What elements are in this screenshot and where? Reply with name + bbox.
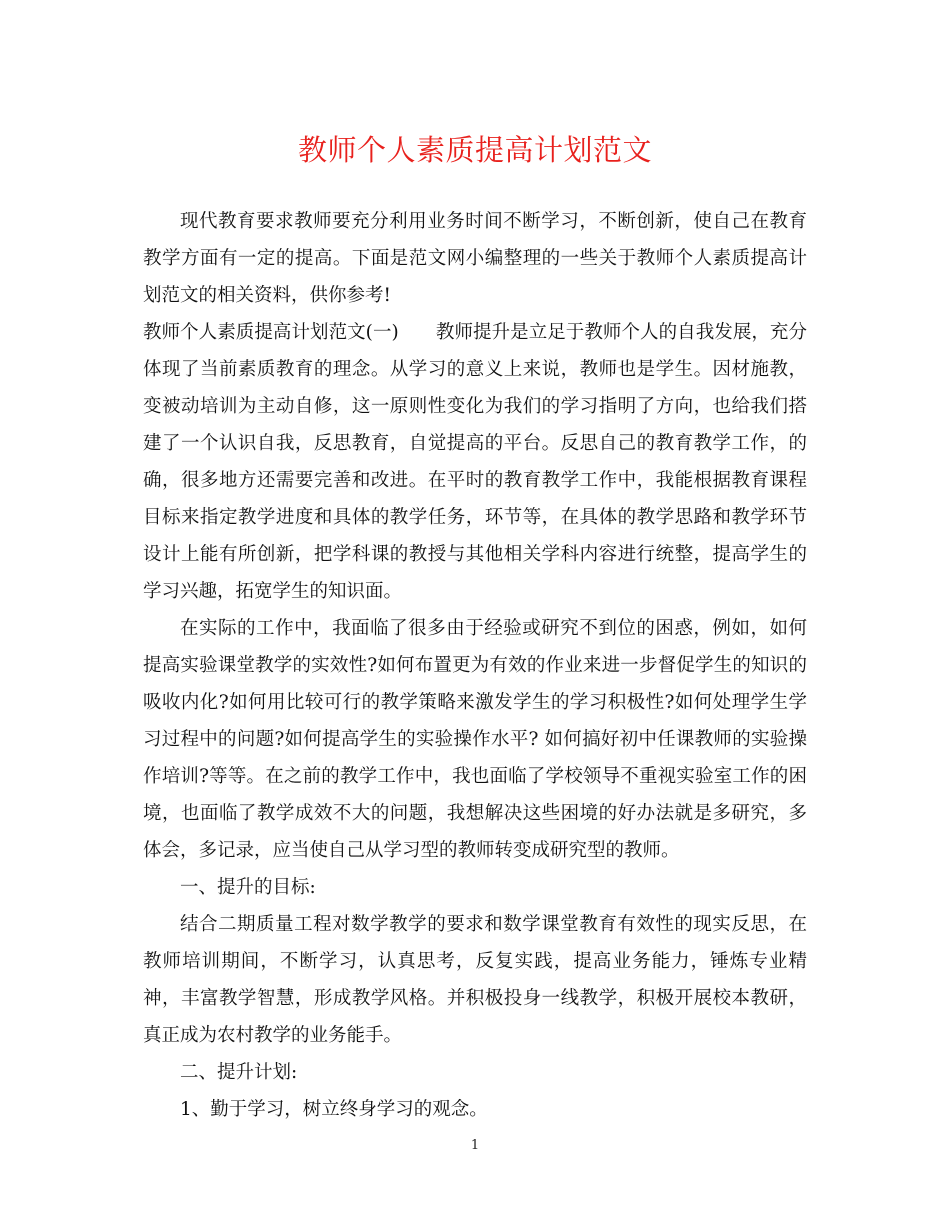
goals-heading: 一、提升的目标:: [180, 877, 316, 898]
document-body: [143, 203, 807, 1128]
intro-paragraph: 现代教育要求教师要充分利用业务时间不断学习，不断创新，使自己在教育教学方面有一定的提高。下面是范文网小编整理的一些关于教师个人素质提高计划范文的相关资料，供你参考!: [143, 211, 807, 306]
challenges-paragraph: 在实际的工作中，我面临了很多由于经验或研究不到位的困惑，例如，如何提高实验课堂教学的实效性?如何布置更为有效的作业来进一步督促学生的知识的吸收内化?如何用比较可行的教学策略来激发学生的学习积极性?如何处理学生学习过程中的问题?如何提高学生的实验操作水平? 如何搞好初中任课教师的实验操作培训?等等。在之前的教学工作中，我也面临了学校领导不重视实验室工作的困境，也面临了教学成效不大的问题，我想解决这些困境的好办法就是多研究，多体会，多记录，应当使自己从学习型的教师转变成研究型的教师。: [143, 618, 807, 861]
section-one-paragraph: 教师个人素质提高计划范文(一) 教师提升是立足于教师个人的自我发展，充分体现了当前素质教育的理念。从学习的意义上来说，教师也是学生。因材施教，变被动培训为主动自修，这一原则性变化为我们的学习指明了方向，也给我们搭建了一个认识自我，反思教育，自觉提高的平台。反思自己的教育教学工作，的确，很多地方还需要完善和改进。在平时的教育教学工作中，我能根据教育课程目标来指定教学进度和具体的教学任务，环节等，在具体的教学思路和教学环节设计上能有所创新，把学科课的教授与其他相关学科内容进行统整，提高学生的学习兴趣，拓宽学生的知识面。: [143, 322, 807, 602]
goals-paragraph: 结合二期质量工程对数学教学的要求和数学课堂教育有效性的现实反思，在教师培训期间，不断学习，认真思考，反复实践，提高业务能力，锤炼专业精神，丰富教学智慧，形成教学风格。并积极投身一线教学，积极开展校本教研，真正成为农村教学的业务能手。: [143, 914, 807, 1046]
plan-item-1: 1、勤于学习，树立终身学习的观念。: [180, 1099, 488, 1120]
page-number: 1: [470, 1138, 480, 1153]
document-title: 教师个人素质提高计划范文: [297, 133, 652, 167]
plan-heading: 二、提升计划:: [180, 1062, 298, 1083]
